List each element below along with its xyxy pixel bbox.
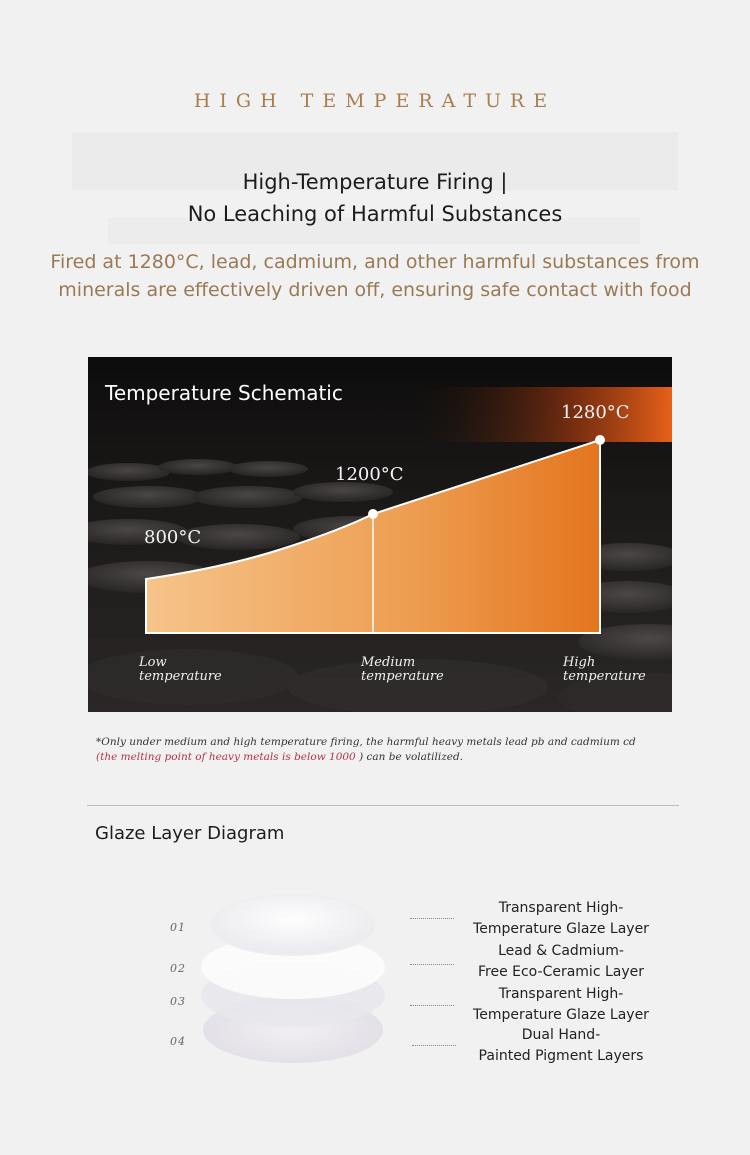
glaze-disc-1 <box>211 895 375 955</box>
layer-label-03-line1: Transparent High- <box>498 986 624 1002</box>
layer-label-01-line1: Transparent High- <box>498 900 624 916</box>
footnote-red-text: (the melting point of heavy metals is below 1000 <box>96 751 356 763</box>
layer-label-01 <box>455 898 667 940</box>
temp-label-1280: 1280°C <box>561 402 630 423</box>
page-title-line-2: No Leaching of Harmful Substances <box>187 202 563 226</box>
layer-label-04 <box>455 1025 667 1067</box>
layer-label-01-line2: Temperature Glaze Layer <box>473 921 649 937</box>
axis-label-high <box>563 656 646 684</box>
axis-label-medium-line1: Medium <box>361 655 416 670</box>
kiln-glow <box>418 387 672 442</box>
glaze-section-title: Glaze Layer Diagram <box>95 823 285 844</box>
axis-label-medium <box>361 656 444 684</box>
layer-label-02 <box>455 941 667 983</box>
layer-number-04: 04 <box>170 1035 186 1048</box>
point-1280 <box>595 435 605 445</box>
layer-label-03-line2: Temperature Glaze Layer <box>473 1007 649 1023</box>
layer-label-04-line2: Painted Pigment Layers <box>478 1048 644 1064</box>
temp-label-1200: 1200°C <box>335 464 404 485</box>
layer-label-03 <box>455 984 667 1026</box>
footnote <box>96 735 696 765</box>
layer-leader-04 <box>412 1045 456 1046</box>
section-divider <box>87 805 679 806</box>
section-eyebrow: HIGH TEMPERATURE <box>193 90 557 112</box>
layer-label-02-line1: Lead & Cadmium- <box>498 943 624 959</box>
temp-label-800: 800°C <box>144 527 202 548</box>
axis-label-low-line2: temperature <box>139 669 222 684</box>
glaze-layer-illustration <box>195 885 395 1075</box>
layer-leader-01 <box>410 918 454 919</box>
page-title-line-1: High-Temperature Firing | <box>242 170 508 194</box>
axis-label-low-line1: Low <box>139 655 167 670</box>
layer-number-03: 03 <box>170 995 186 1008</box>
footnote-line-2 <box>96 750 696 765</box>
layer-leader-03 <box>410 1005 454 1006</box>
axis-label-high-line2: temperature <box>563 669 646 684</box>
schematic-title: Temperature Schematic <box>105 381 343 405</box>
layer-label-02-line2: Free Eco-Ceramic Layer <box>477 964 644 980</box>
layer-number-01: 01 <box>170 921 186 934</box>
footnote-rest-text: ) can be volatilized. <box>355 751 464 763</box>
layer-leader-02 <box>410 964 454 965</box>
axis-label-high-line1: High <box>563 655 596 670</box>
footnote-line-1: *Only under medium and high temperature firing, the harmful heavy metals lead pb and cadmium cd <box>96 736 636 748</box>
temperature-schematic <box>88 357 672 712</box>
axis-label-medium-line2: temperature <box>361 669 444 684</box>
point-1200 <box>368 509 378 519</box>
layer-label-04-line1: Dual Hand- <box>521 1027 601 1043</box>
page-subtitle-line-1: Fired at 1280°C, lead, cadmium, and other harmful substances from <box>50 251 700 273</box>
page-subtitle-line-2: minerals are effectively driven off, ensuring safe contact with food <box>58 279 692 301</box>
layer-number-02: 02 <box>170 962 186 975</box>
axis-label-low <box>139 656 222 684</box>
